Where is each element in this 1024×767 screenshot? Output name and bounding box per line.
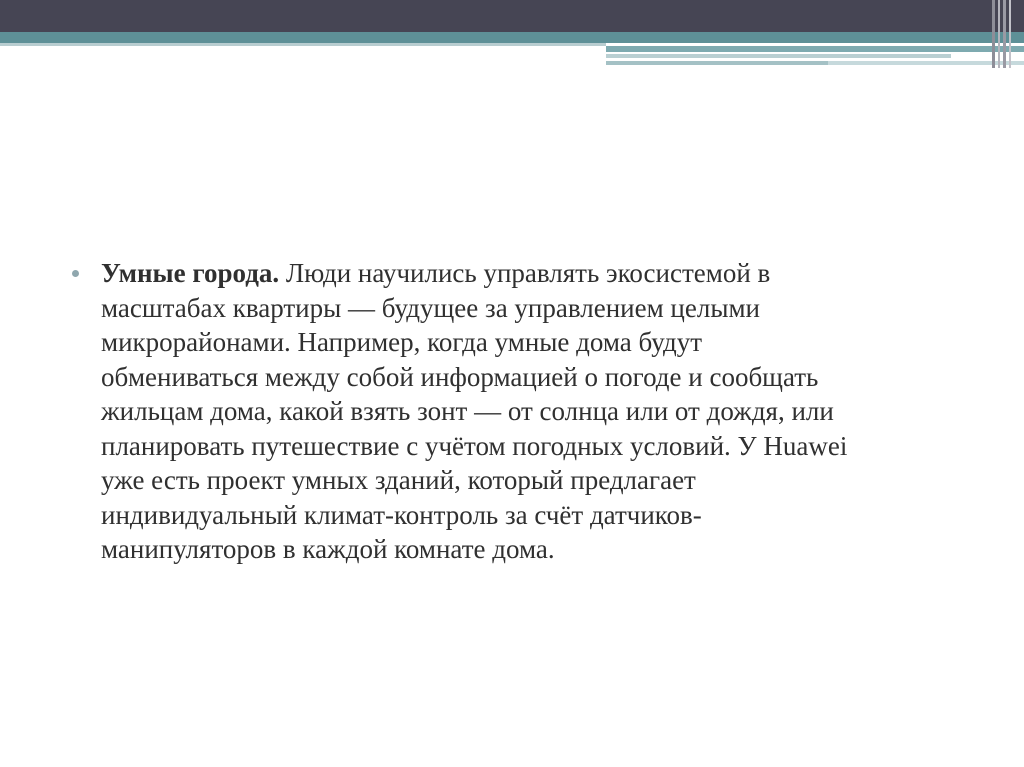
bullet-line: планировать путешествие с учётом погодных условий. У Huawei: [101, 430, 848, 461]
header-dark-band: [0, 0, 1024, 32]
bullet-lead: Умные города.: [101, 258, 280, 288]
bullet-item: [72, 256, 972, 567]
bullet-line: манипуляторов в каждой комнате дома.: [101, 534, 555, 564]
header-vertical-bars: [992, 0, 1024, 68]
header-stripe: [606, 46, 1024, 52]
bullet-line: обмениваться между собой информацией о погоде и сообщать: [101, 361, 819, 392]
bullet-dot-icon: [72, 270, 79, 277]
header-light-band: [0, 43, 606, 46]
bullet-line: жильцам дома, какой взять зонт — от солнца или от дождя, или: [101, 396, 834, 426]
bullet-line: Люди научились управлять экосистемой в: [279, 258, 771, 288]
bullet-text: [101, 256, 971, 567]
slide-body: [72, 256, 972, 567]
bullet-line: масштабах квартиры — будущее за управлением целыми: [101, 292, 761, 323]
bullet-line: микрорайонами. Например, когда умные дома будут: [101, 327, 703, 357]
header-teal-band: [0, 32, 1024, 43]
bullet-line: индивидуальный климат-контроль за счёт датчиков-: [101, 499, 702, 530]
bullet-line: уже есть проект умных зданий, который предлагает: [101, 465, 696, 495]
header-stripe: [606, 54, 951, 58]
